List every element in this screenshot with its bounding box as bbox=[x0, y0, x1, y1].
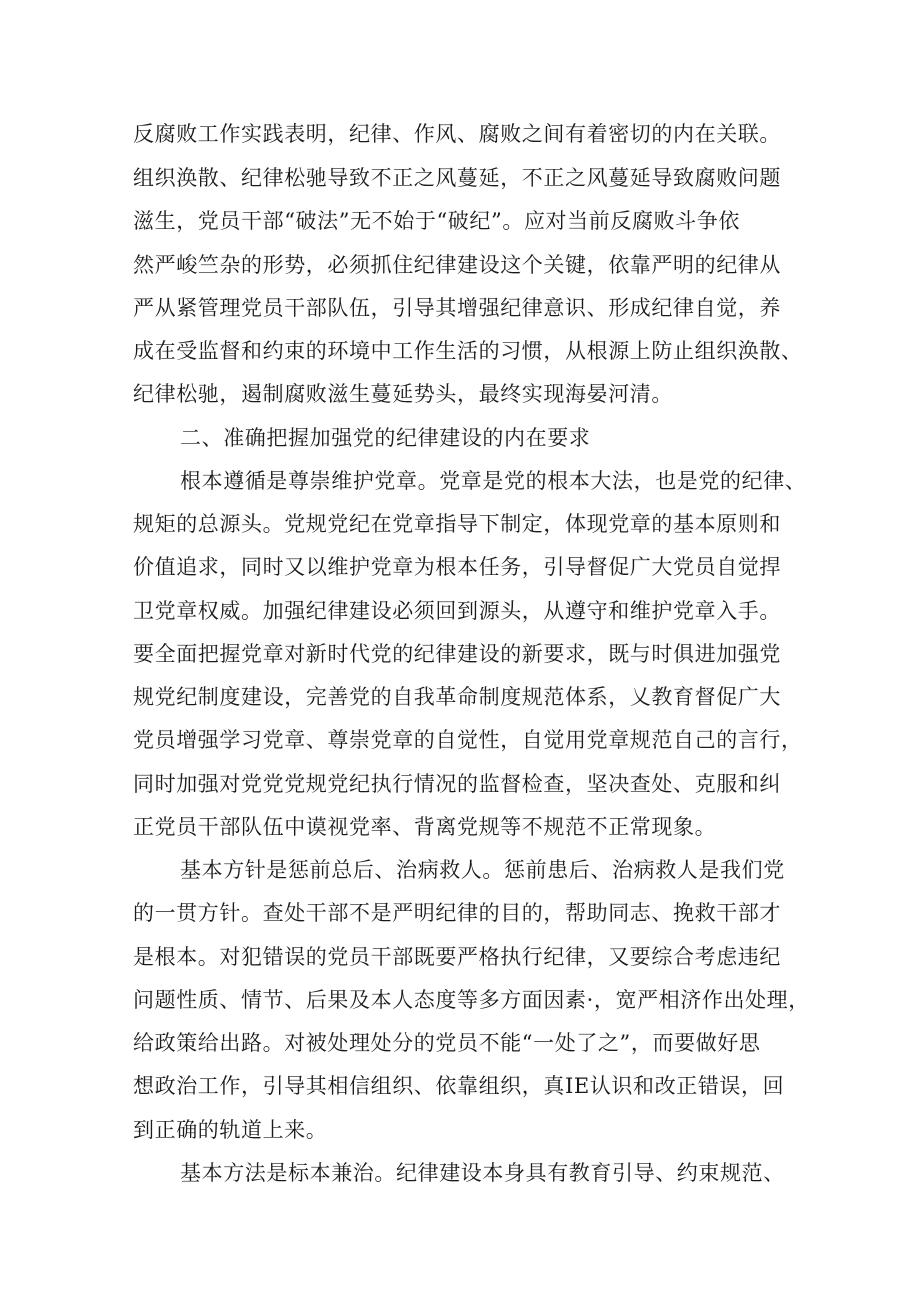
section-heading: 二、准确把握加强党的纪律建设的内在要求 bbox=[180, 426, 591, 450]
text-line-15: 党员增强学习党章、尊崇党章的自觉性，自觉用党章规范自己的言行， bbox=[133, 728, 803, 752]
text-line-14: 规党纪制度建设，完善党的自我革命制度规范体系，乂教育督促广大 bbox=[133, 685, 781, 709]
text-line-13: 要全面把握党章对新时代党的纪律建设的新要求，既与时俱进加强党 bbox=[133, 642, 781, 666]
text-line-23: 想政治工作，引导其相信组织、依靠组织，真IE认识和改正错误，回 bbox=[133, 1074, 785, 1098]
text-line-3: 滋生，党员干部“破法”无不始于“破纪”。应对当前反腐败斗争依 bbox=[133, 209, 740, 233]
text-line-6: 成在受监督和约束的环境中工作生活的习惯，从根源上防止组织涣散、 bbox=[133, 339, 803, 363]
text-line-19: 的一贯方针。查处干部不是严明纪律的目的，帮助同志、挽救干部才 bbox=[133, 901, 781, 925]
text-line-4: 然严峻竺杂的形势，必须抓住纪律建设这个关键，依靠严明的纪律从 bbox=[133, 253, 781, 277]
text-line-20: 是根本。对犯错误的党员干部既要严格执行纪律，又要综合考虑违纪 bbox=[133, 945, 781, 969]
text-line-7: 纪律松驰，遏制腐败滋生蔓延势头，最终实现海晏河清。 bbox=[133, 382, 673, 406]
text-line-18: 基本方针是惩前总后、治病救人。惩前患后、治病救人是我们党 bbox=[180, 858, 785, 882]
text-line-21: 问题性质、情节、后果及本人态度等多方面因素·，宽严相济作出处理， bbox=[133, 988, 810, 1012]
text-line-9: 根本遵循是尊崇维护党章。党章是党的根本大法，也是党的纪律、 bbox=[180, 469, 807, 493]
text-line-2: 组织涣散、纪律松驰导致不正之风蔓延，不正之风蔓延导致腐败问题 bbox=[133, 166, 781, 190]
text-line-17: 正党员干部队伍中谟视党率、背离党规等不规范不正常现象。 bbox=[133, 815, 717, 839]
text-line-5: 严从紧管理党员干部队伍，引导其增强纪律意识、形成纪律自觉，养 bbox=[133, 296, 781, 320]
text-line-12: 卫党章权威。加强纪律建设必须回到源头，从遵守和维护党章入手。 bbox=[133, 599, 781, 623]
text-line-25: 基本方法是标本兼治。纪律建设本身具有教育引导、约束规范、 bbox=[180, 1161, 785, 1185]
text-line-24: 到正确的轨道上来。 bbox=[133, 1118, 328, 1142]
text-line-16: 同时加强对党党党规党纪执行情况的监督检查，坚决查处、克服和纠 bbox=[133, 772, 781, 796]
text-line-10: 规矩的总源头。党规党纪在党章指导下制定，体现党章的基本原则和 bbox=[133, 512, 781, 536]
text-line-1: 反腐败工作实践表明，纪律、作风、腐败之间有着密切的内在关联。 bbox=[133, 122, 781, 146]
text-line-11: 价值追求，同时又以维护党章为根本任务，引导督促广大党员自觉捍 bbox=[133, 555, 781, 579]
text-line-22: 给政策给出路。对被处理处分的党员不能“一处了之”，而要做好思 bbox=[133, 1031, 761, 1055]
